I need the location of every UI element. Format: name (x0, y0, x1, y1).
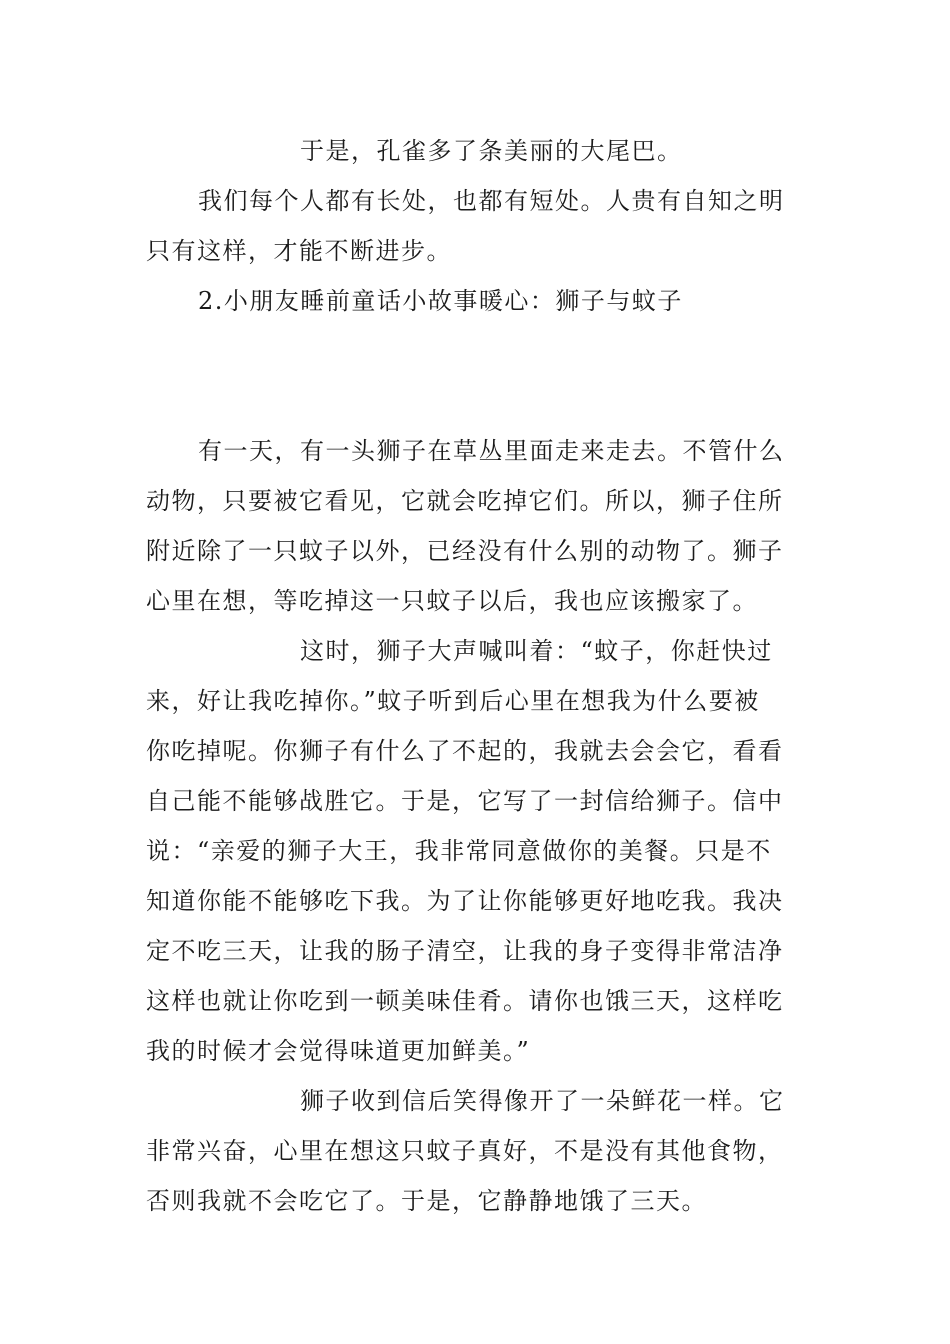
text-line: 定不吃三天，让我的肠子清空，让我的身子变得非常洁净 (146, 937, 784, 965)
text-line: 这样也就让你吃到一顿美味佳肴。请你也饿三天，这样吃 (146, 987, 784, 1015)
text-line: 我的时候才会觉得味道更加鲜美。” (146, 1037, 531, 1065)
text-line: 说：“亲爱的狮子大王，我非常同意做你的美餐。只是不 (146, 837, 772, 865)
text-line: 于是，孔雀多了条美丽的大尾巴。 (300, 137, 683, 165)
text-line: 你吃掉呢。你狮子有什么了不起的，我就去会会它，看看 (146, 737, 784, 765)
text-line: 来，好让我吃掉你。”蚊子听到后心里在想我为什么要被 (146, 687, 760, 715)
text-line: 有一天，有一头狮子在草丛里面走来走去。不管什么 (198, 437, 785, 465)
text-line: 心里在想，等吃掉这一只蚊子以后，我也应该搬家了。 (146, 587, 758, 615)
text-line: 我们每个人都有长处，也都有短处。人贵有自知之明 (198, 187, 785, 215)
text-line: 狮子收到信后笑得像开了一朵鲜花一样。它 (300, 1087, 785, 1115)
text-line: 否则我就不会吃它了。于是，它静静地饿了三天。 (146, 1187, 707, 1215)
section-heading: 2.小朋友睡前童话小故事暖心：狮子与蚊子 (198, 287, 683, 315)
text-line: 只有这样，才能不断进步。 (146, 237, 452, 265)
text-line: 自己能不能够战胜它。于是，它写了一封信给狮子。信中 (146, 787, 784, 815)
text-line: 知道你能不能够吃下我。为了让你能够更好地吃我。我决 (146, 887, 784, 915)
text-line: 附近除了一只蚊子以外，已经没有什么别的动物了。狮子 (146, 537, 784, 565)
text-line: 动物，只要被它看见，它就会吃掉它们。所以，狮子住所 (146, 487, 784, 515)
text-line: 这时，狮子大声喊叫着：“蚊子，你赶快过 (300, 637, 773, 665)
text-line: 非常兴奋，心里在想这只蚊子真好，不是没有其他食物， (146, 1137, 784, 1165)
